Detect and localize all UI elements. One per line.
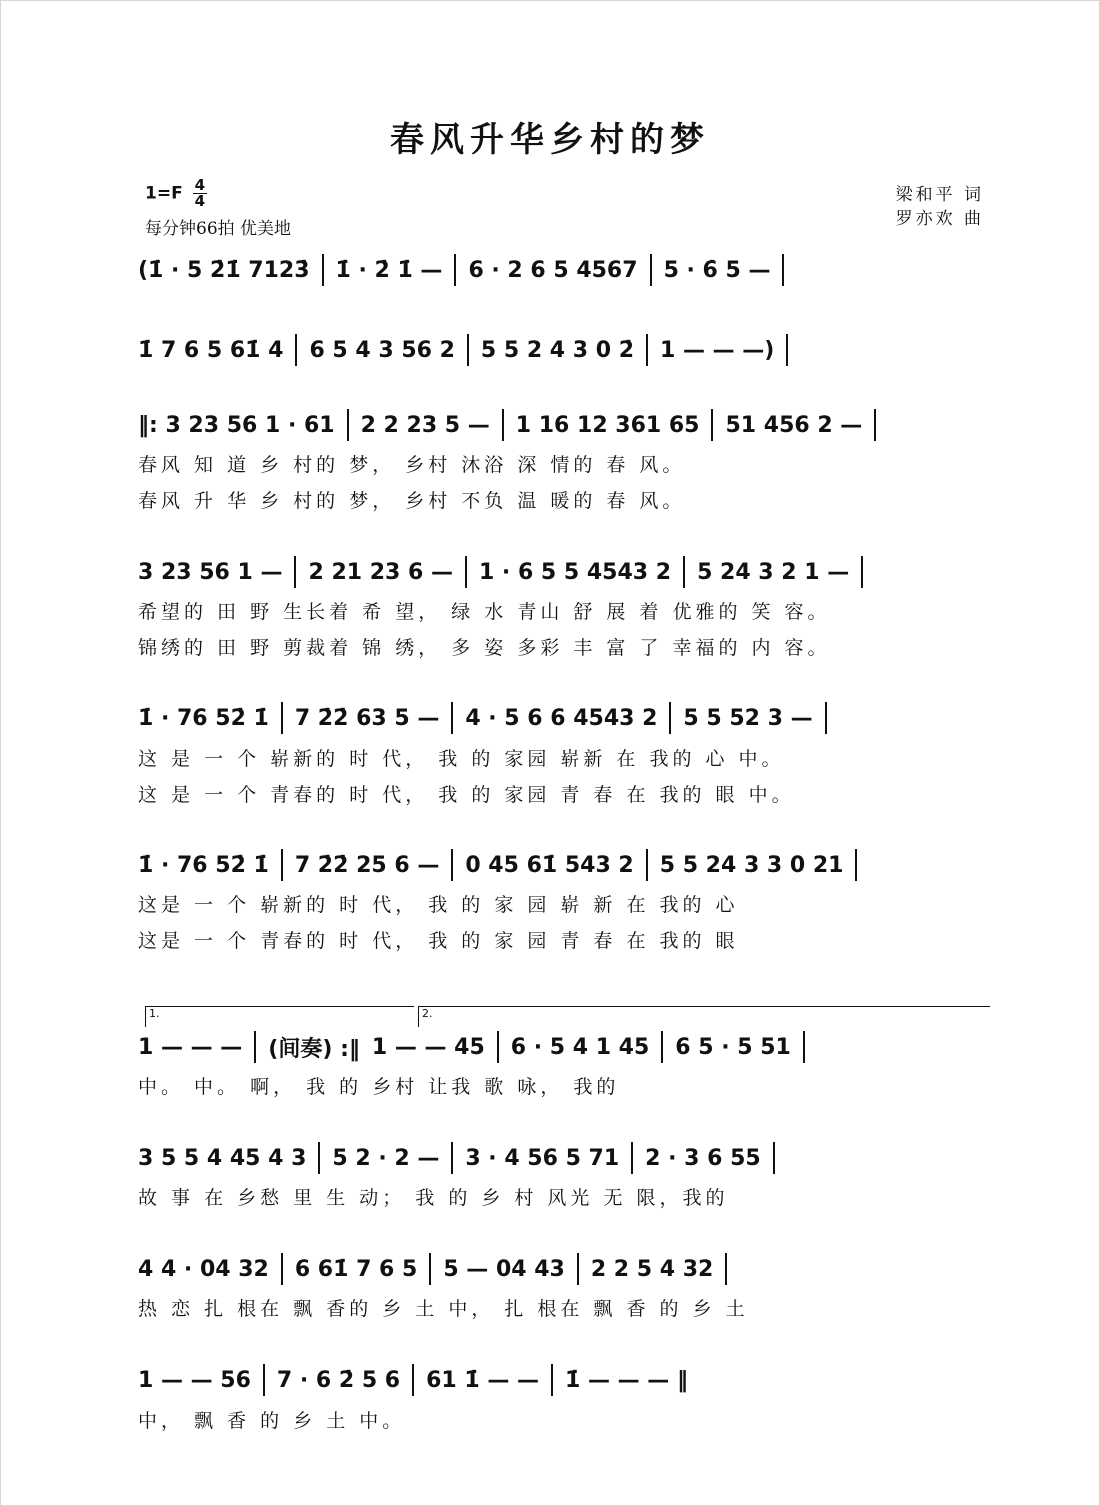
measure: 5 5 52 3 —	[683, 705, 813, 731]
system-10	[138, 1362, 988, 1398]
lyric-verse-1: 中。 中。 啊， 我 的 乡村 让我 歌 咏， 我的	[138, 1076, 620, 1098]
barline	[467, 334, 469, 366]
lyric-verse-2: 春风 升 华 乡 村的 梦， 乡村 不负 温 暖的 春 风。	[138, 490, 686, 512]
measure: 7 2̇2̇ 25 6 —	[294, 852, 440, 878]
lyricist-credit: 梁和平 词	[895, 185, 984, 205]
measure: 1̇ · 76 52̇ 1̇	[138, 852, 269, 878]
system-3	[138, 407, 988, 443]
measure: (1̇ · 5 2̇1̇ 7123̇	[138, 257, 310, 283]
measure: 6 61̇ 7 6 5	[294, 1256, 418, 1282]
lyric-verse-2: 这 是 一 个 青春的 时 代， 我 的 家园 青 春 在 我的 眼 中。	[138, 784, 795, 806]
measure: 51 456 2 —	[725, 412, 863, 438]
barline	[254, 1031, 256, 1063]
measure: 1̇ · 76 52̇ 1̇	[138, 705, 269, 731]
barline	[782, 254, 784, 286]
system-9	[138, 1251, 988, 1287]
system-7	[138, 1029, 988, 1065]
key-signature	[145, 178, 207, 209]
measure: 1̇ — — — ‖	[565, 1367, 688, 1393]
barline	[874, 409, 876, 441]
system-1	[138, 252, 988, 288]
barline	[451, 702, 453, 734]
measure: 5 2 · 2 —	[332, 1145, 440, 1171]
barline	[322, 254, 324, 286]
barline	[773, 1142, 775, 1174]
song-title: 春风升华乡村的梦	[390, 120, 710, 160]
barline	[347, 409, 349, 441]
measure: 6 · 2 6 5 4567	[468, 257, 638, 283]
measure: 7 · 6 2̇ 5 6	[276, 1367, 401, 1393]
lyric-verse-1: 热 恋 扎 根在 飘 香的 乡 土 中， 扎 根在 飘 香 的 乡 土	[138, 1298, 749, 1320]
barline	[725, 1253, 727, 1285]
measure: 4 4 · 04 32	[138, 1256, 269, 1282]
measure: 2 2 23 5 —	[360, 412, 490, 438]
barline	[451, 849, 453, 881]
measure: 4 · 5 6 6 4543 2	[465, 705, 658, 731]
barline	[855, 849, 857, 881]
measure: 5 5 2 4 3 0 2̇	[480, 337, 635, 363]
measure: 2 · 3 6 55	[645, 1145, 761, 1171]
lyric-verse-1: 春风 知 道 乡 村的 梦， 乡村 沐浴 深 情的 春 风。	[138, 454, 686, 476]
barline	[451, 1142, 453, 1174]
measure: 6 5 4 3 56 2	[309, 337, 455, 363]
measure: 1 · 6 5 5 4543 2	[478, 559, 672, 585]
measure: (间奏) :‖	[268, 1036, 360, 1062]
barline	[683, 556, 685, 588]
barline	[295, 334, 297, 366]
time-numerator: 4	[194, 176, 206, 194]
system-2	[138, 332, 988, 368]
measure: 1 — — —	[138, 1034, 243, 1060]
lyric-verse-1: 中， 飘 香 的 乡 土 中。	[138, 1410, 406, 1432]
barline	[318, 1142, 320, 1174]
key-text: 1=F	[145, 183, 183, 204]
system-5	[138, 700, 988, 736]
time-signature	[193, 178, 207, 209]
tempo-marking: 每分钟66拍 优美地	[145, 219, 292, 239]
barline	[861, 556, 863, 588]
measure: ‖: 3 23 56 1 · 61	[138, 412, 335, 438]
barline	[786, 334, 788, 366]
measure: 3 5 5 4 45 4 3	[138, 1145, 307, 1171]
barline	[497, 1031, 499, 1063]
barline	[646, 849, 648, 881]
barline	[551, 1364, 553, 1396]
lyric-verse-1: 这 是 一 个 崭新的 时 代， 我 的 家园 崭新 在 我的 心 中。	[138, 748, 785, 770]
lyric-verse-2: 这是 一 个 青春的 时 代， 我 的 家 园 青 春 在 我的 眼	[138, 930, 739, 952]
measure: 1 — — 45	[371, 1034, 485, 1060]
barline	[263, 1364, 265, 1396]
system-6	[138, 847, 988, 883]
barline	[825, 702, 827, 734]
system-4	[138, 554, 988, 590]
barline	[577, 1253, 579, 1285]
measure: 61 1̇ — —	[426, 1367, 540, 1393]
measure: 3 · 4 56 5 71	[465, 1145, 620, 1171]
barline	[631, 1142, 633, 1174]
lyric-verse-1: 故 事 在 乡愁 里 生 动； 我 的 乡 村 风光 无 限，我的	[138, 1187, 729, 1209]
measure: 0 45 61̇ 543 2	[465, 852, 634, 878]
barline	[502, 409, 504, 441]
measure: 5 24 3 2 1 —	[697, 559, 850, 585]
composer-credit: 罗亦欢 曲	[895, 209, 984, 229]
measure: 6 · 5 4 1 45	[510, 1034, 650, 1060]
lyric-verse-2: 锦绣的 田 野 剪裁着 锦 绣， 多 姿 多彩 丰 富 了 幸福的 内 容。	[138, 637, 831, 659]
barline	[281, 1253, 283, 1285]
barline	[669, 702, 671, 734]
volta-second-ending: 2.	[418, 1006, 990, 1027]
barline	[281, 702, 283, 734]
measure: 1 — — 56	[138, 1367, 251, 1393]
barline	[711, 409, 713, 441]
barline	[650, 254, 652, 286]
system-8	[138, 1140, 988, 1176]
lyric-verse-1: 希望的 田 野 生长着 希 望， 绿 水 青山 舒 展 着 优雅的 笑 容。	[138, 601, 831, 623]
barline	[465, 556, 467, 588]
barline	[281, 849, 283, 881]
measure: 1 — — —)	[660, 337, 775, 363]
measure: 1 16 12 361 65	[515, 412, 700, 438]
barline	[646, 334, 648, 366]
measure: 3 23 56 1 —	[138, 559, 283, 585]
barline	[803, 1031, 805, 1063]
measure: 5 · 6̇ 5 —	[663, 257, 771, 283]
measure: 5 — 04 43	[443, 1256, 565, 1282]
measure: 1̇ · 2̇ 1̇ —	[335, 257, 443, 283]
measure: 6 5 · 5 51	[675, 1034, 791, 1060]
measure: 1̇ 7 6 5 61̇ 4	[138, 337, 284, 363]
time-denominator: 4	[194, 192, 206, 210]
measure: 2 21 23 6 —	[308, 559, 453, 585]
barline	[661, 1031, 663, 1063]
barline	[454, 254, 456, 286]
barline	[429, 1253, 431, 1285]
measure: 5 5 24 3 3 0 21	[659, 852, 844, 878]
lyric-verse-1: 这是 一 个 崭新的 时 代， 我 的 家 园 崭 新 在 我的 心	[138, 894, 739, 916]
barline	[294, 556, 296, 588]
measure: 2 2 5 4 32	[590, 1256, 714, 1282]
measure: 7 2̇2̇ 63 5 —	[294, 705, 440, 731]
volta-first-ending: 1.	[145, 1006, 414, 1027]
barline	[412, 1364, 414, 1396]
